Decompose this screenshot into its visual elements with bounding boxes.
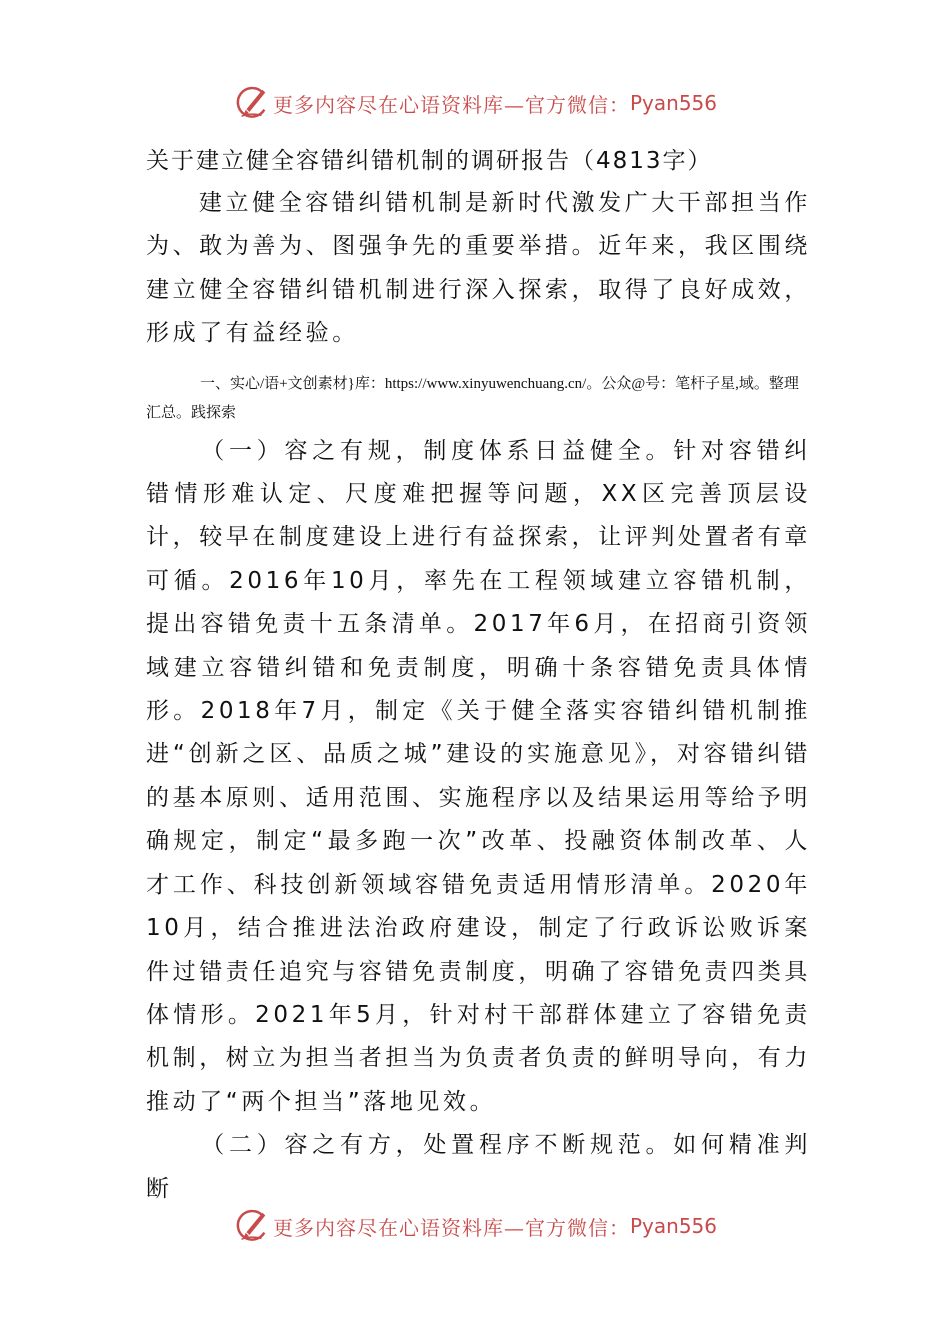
quill-pen-circle-icon bbox=[233, 1207, 271, 1245]
section-1-paragraph: （一）容之有规，制度体系日益健全。针对容错纠错情形难认定、尺度难把握等问题，XX区完善顶层设计，较早在制度建设上进行有益探索，让评判处置者有章可循。2016年10月，率先在工程领域建立容错机制，提出容错免责十五条清单。2017年6月，在招商引资领域建立容错纠错和免责制度，明确十条容错免责具体情形。2018年7月，制定《关于健全落实容错纠错机制推进“创新之区、品质之城”建设的实施意见》，对容错纠错的基本原则、适用范围、实施程序以及结果运用等给予明确规定，制定“最多跑一次”改革、投融资体制改革、人才工作、科技创新领域容错免责适用情形清单。2020年10月，结合推进法治政府建设，制定了行政诉讼败诉案件过错责任追究与容错免责制度，明确了容错免责四类具体情形。2021年5月，针对村干部群体建立了容错免责机制，树立为担当者担当为负责者负责的鲜明导向，有力推动了“两个担当”落地见效。 bbox=[146, 437, 811, 1115]
watermark-id: Pyan556 bbox=[629, 91, 717, 115]
document-body bbox=[146, 140, 811, 1211]
watermark-text: 更多内容尽在心语资料库—官方微信： bbox=[272, 92, 630, 117]
quill-pen-circle-icon bbox=[233, 84, 271, 122]
watermark-text: 更多内容尽在心语资料库—官方微信： bbox=[272, 1215, 630, 1240]
watermark-id: Pyan556 bbox=[629, 1214, 717, 1238]
document-title: 关于建立健全容错纠错机制的调研报告（4813字） bbox=[146, 148, 713, 174]
watermark-note-line: 一、实心/语+文创素材}库：https://www.xinyuwenchuang.cn/。公众@号：笔杆子星,域。整理汇总。践探索 bbox=[146, 375, 799, 421]
section-2-paragraph: （二）容之有方，处置程序不断规范。如何精准判断 bbox=[146, 1132, 811, 1202]
watermark-banner-bottom bbox=[0, 1201, 950, 1251]
intro-paragraph: 建立健全容错纠错机制是新时代激发广大干部担当作为、敢为善为、图强争先的重要举措。近年来，我区围绕建立健全容错纠错机制进行深入探索，取得了良好成效，形成了有益经验。 bbox=[146, 190, 811, 347]
watermark-banner-top bbox=[0, 78, 950, 128]
